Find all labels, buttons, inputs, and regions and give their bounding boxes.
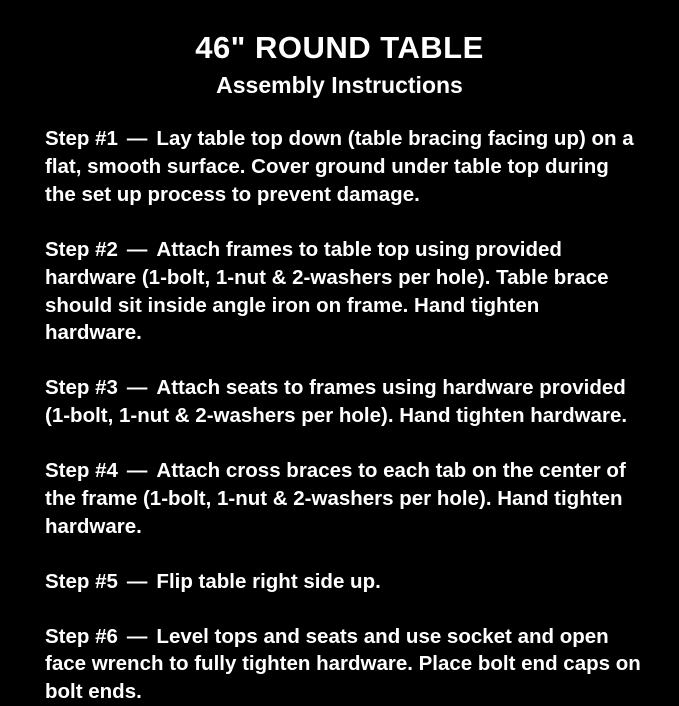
step-text: Attach frames to table top using provided hardware (1-bolt, 1-nut & 2-washers per hole). Table brace should sit inside angle iron on frame. Hand tighten hardware. [45, 237, 609, 345]
step-paragraph-3 [45, 374, 641, 430]
step-paragraph-2 [45, 236, 641, 348]
step-separator: — [126, 237, 148, 261]
card-header [38, 30, 641, 99]
step-label: Step #4 [45, 459, 118, 483]
step-paragraph-6 [45, 623, 641, 706]
step-paragraph-1 [45, 125, 641, 209]
step-paragraph-5 [45, 568, 641, 596]
steps-list [45, 125, 641, 706]
step-paragraph-4 [45, 457, 641, 541]
step-text: Level tops and seats and use socket and open face wrench to fully tighten hardware. Place bolt end caps on bolt ends. [45, 624, 641, 704]
page-title: 46" ROUND TABLE [195, 30, 484, 65]
step-text: Flip table right side up. [156, 569, 381, 593]
step-label: Step #1 [45, 127, 118, 151]
step-separator: — [126, 127, 148, 151]
step-label: Step #3 [45, 376, 118, 400]
step-separator: — [126, 376, 148, 400]
step-label: Step #2 [45, 237, 118, 261]
step-separator: — [126, 569, 148, 593]
page-subtitle: Assembly Instructions [216, 71, 463, 98]
step-label: Step #6 [45, 624, 118, 648]
step-separator: — [126, 459, 148, 483]
step-label: Step #5 [45, 569, 118, 593]
step-text: Lay table top down (table bracing facing up) on a flat, smooth surface. Cover ground under table top during the set up process to prevent damage. [45, 127, 634, 206]
step-text: Attach seats to frames using hardware provided (1-bolt, 1-nut & 2-washers per hole). Hand tighten hardware. [45, 376, 628, 428]
step-separator: — [126, 624, 148, 648]
step-text: Attach cross braces to each tab on the center of the frame (1-bolt, 1-nut & 2-washers per hole). Hand tighten hardware. [45, 459, 626, 538]
